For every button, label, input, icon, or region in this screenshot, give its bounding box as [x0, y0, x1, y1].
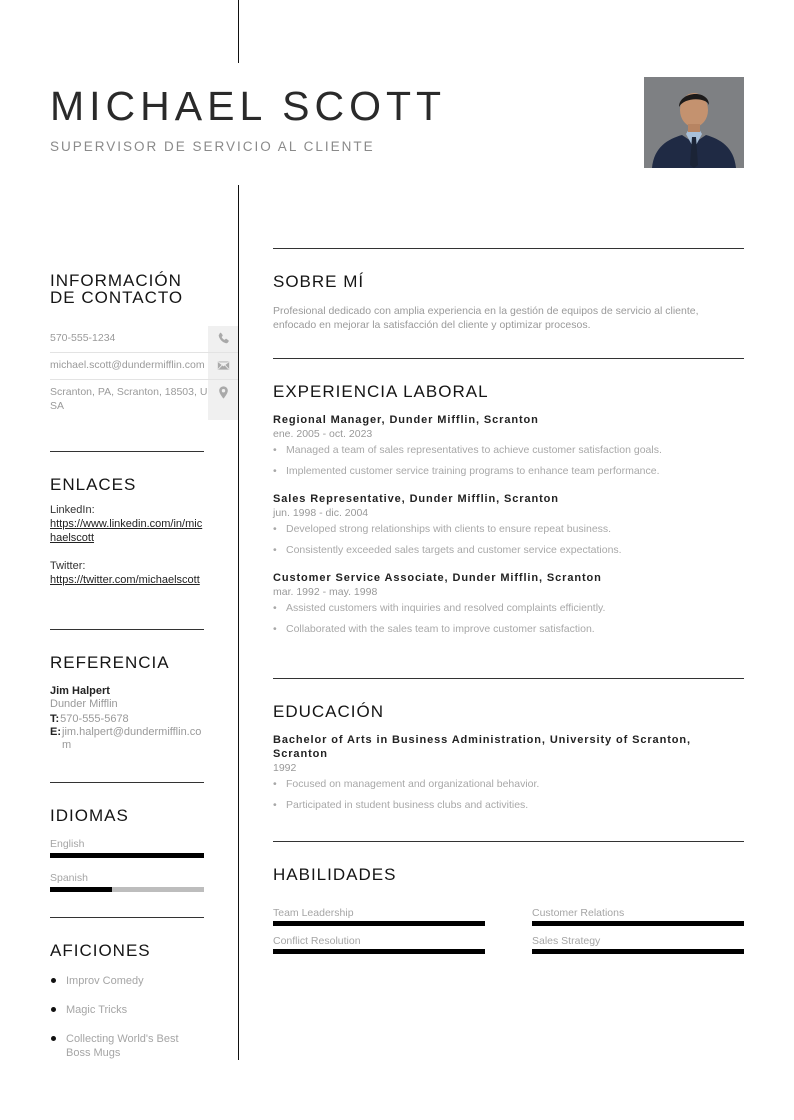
linkedin-label: LinkedIn:	[50, 504, 95, 516]
job-bullet: • Developed strong relationships with clients to ensure repeat business.	[273, 523, 612, 535]
divider-vertical-main	[238, 185, 239, 1060]
skill-item: Team Leadership	[273, 907, 485, 926]
skill-item: Sales Strategy	[532, 935, 744, 954]
divider-experience	[273, 358, 744, 359]
hobby-item: Magic Tricks	[50, 1003, 206, 1017]
about-text: Profesional dedicado con amplia experiencia en la gestión de equipos de servicio al cliente, enfocado en mejorar la satisfacción del cliente y optimizar procesos.	[273, 305, 699, 331]
reference-phone-label: T:	[50, 713, 60, 725]
bullet-icon	[51, 1036, 56, 1041]
bullet-icon: •	[273, 544, 277, 556]
bullet-icon: •	[273, 465, 277, 477]
education-bullet: • Focused on management and organizational behavior.	[273, 778, 540, 790]
bullet-icon	[51, 1007, 56, 1012]
divider-education	[273, 678, 744, 679]
linkedin-url[interactable]: https://www.linkedin.com/in/michaelscott	[50, 518, 203, 544]
job-bullet: • Managed a team of sales representatives to achieve customer satisfaction goals.	[273, 444, 662, 456]
reference-phone-line	[50, 713, 206, 726]
hobbies-heading: AFICIONES	[50, 941, 151, 960]
education-bullet: • Participated in student business clubs and activities.	[273, 799, 529, 811]
language-level-fill	[50, 887, 112, 892]
divider-reference	[50, 629, 204, 630]
links-heading: ENLACES	[50, 475, 137, 494]
skills-grid	[273, 907, 744, 954]
reference-email-line	[50, 726, 206, 752]
skill-item: Customer Relations	[532, 907, 744, 926]
skills-section	[273, 866, 744, 954]
divider-skills	[273, 841, 744, 842]
envelope-icon	[217, 359, 230, 372]
contact-list	[50, 326, 238, 420]
bullet-icon: •	[273, 623, 277, 635]
job-entry	[273, 492, 744, 557]
twitter-label: Twitter:	[50, 560, 86, 572]
phone-icon	[217, 332, 230, 345]
education-entry	[273, 733, 744, 812]
job-dates: ene. 2005 - oct. 2023	[273, 428, 373, 440]
job-bullet: • Consistently exceeded sales targets and customer service expectations.	[273, 544, 622, 556]
degree-title: Bachelor of Arts in Business Administration, University of Scranton, Scranton	[273, 734, 691, 760]
bullet-icon: •	[273, 444, 277, 456]
job-bullet: • Assisted customers with inquiries and resolved complaints efficiently.	[273, 602, 606, 614]
person-photo-icon	[644, 77, 744, 168]
language-name: Spanish	[50, 872, 88, 884]
reference-email-label: E:	[50, 726, 61, 738]
language-name: English	[50, 838, 85, 850]
skill-level-bar	[532, 921, 744, 926]
contact-phone[interactable]: 570-555-1234	[50, 332, 116, 344]
divider-links	[50, 451, 204, 452]
job-title: Sales Representative, Dunder Mifflin, Scranton	[273, 493, 559, 505]
reference-email[interactable]: jim.halpert@dundermifflin.com	[62, 726, 202, 751]
link-linkedin	[50, 503, 206, 545]
map-pin-icon	[217, 386, 230, 399]
job-title: Customer Service Associate, Dunder Mifflin, Scranton	[273, 572, 602, 584]
skill-level-bar	[273, 949, 485, 954]
links-section	[50, 476, 206, 587]
bullet-icon: •	[273, 602, 277, 614]
reference-heading: REFERENCIA	[50, 653, 170, 672]
job-title: Regional Manager, Dunder Mifflin, Scranton	[273, 414, 539, 426]
about-section	[273, 273, 744, 332]
contact-section	[50, 271, 208, 420]
job-entry	[273, 571, 744, 636]
contact-email-row	[50, 353, 238, 380]
reference-company: Dunder Mifflin	[50, 698, 118, 710]
reference-section	[50, 654, 206, 752]
skill-item: Conflict Resolution	[273, 935, 485, 954]
reference-name: Jim Halpert	[50, 685, 110, 697]
job-bullet: • Implemented customer service training programs to enhance team performance.	[273, 465, 660, 477]
experience-heading: EXPERIENCIA LABORAL	[273, 382, 489, 401]
language-level-bar	[50, 887, 204, 892]
skill-level-bar	[273, 921, 485, 926]
candidate-name: MICHAEL SCOTT	[50, 83, 447, 129]
contact-email[interactable]: michael.scott@dundermifflin.com	[50, 359, 205, 371]
job-bullet: • Collaborated with the sales team to improve customer satisfaction.	[273, 623, 595, 635]
graduation-year: 1992	[273, 762, 297, 774]
job-dates: jun. 1998 - dic. 2004	[273, 507, 369, 519]
job-entry	[273, 413, 744, 478]
bullet-icon: •	[273, 799, 277, 811]
divider-about	[273, 248, 744, 249]
reference-phone[interactable]: 570-555-5678	[60, 713, 129, 725]
job-dates: mar. 1992 - may. 1998	[273, 586, 378, 598]
education-heading: EDUCACIÓN	[273, 702, 385, 721]
bullet-icon: •	[273, 778, 277, 790]
experience-section	[273, 383, 744, 636]
divider-hobbies	[50, 917, 204, 918]
languages-heading: IDIOMAS	[50, 806, 129, 825]
link-twitter	[50, 559, 206, 587]
contact-phone-row	[50, 326, 238, 353]
contact-heading: INFORMACIÓN DE CONTACTO	[50, 271, 184, 307]
language-english	[50, 838, 204, 858]
skills-heading: HABILIDADES	[273, 865, 397, 884]
hobby-item: Improv Comedy	[50, 974, 206, 988]
hobby-item: Collecting World's Best Boss Mugs	[50, 1032, 206, 1060]
language-level-bar	[50, 853, 204, 858]
education-section	[273, 703, 744, 812]
bullet-icon	[51, 978, 56, 983]
skill-level-bar	[532, 949, 744, 954]
language-level-fill	[50, 853, 204, 858]
contact-address: Scranton, PA, Scranton, 18503, USA	[50, 386, 208, 412]
about-heading: SOBRE MÍ	[273, 272, 365, 291]
hobbies-section	[50, 942, 206, 1060]
divider-vertical-top	[238, 0, 239, 63]
profile-photo	[644, 77, 744, 168]
job-title-subtitle: SUPERVISOR DE SERVICIO AL CLIENTE	[50, 139, 375, 154]
contact-address-row	[50, 380, 238, 420]
language-spanish	[50, 872, 204, 892]
twitter-url[interactable]: https://twitter.com/michaelscott	[50, 574, 200, 586]
divider-languages	[50, 782, 204, 783]
languages-section	[50, 807, 204, 892]
bullet-icon: •	[273, 523, 277, 535]
